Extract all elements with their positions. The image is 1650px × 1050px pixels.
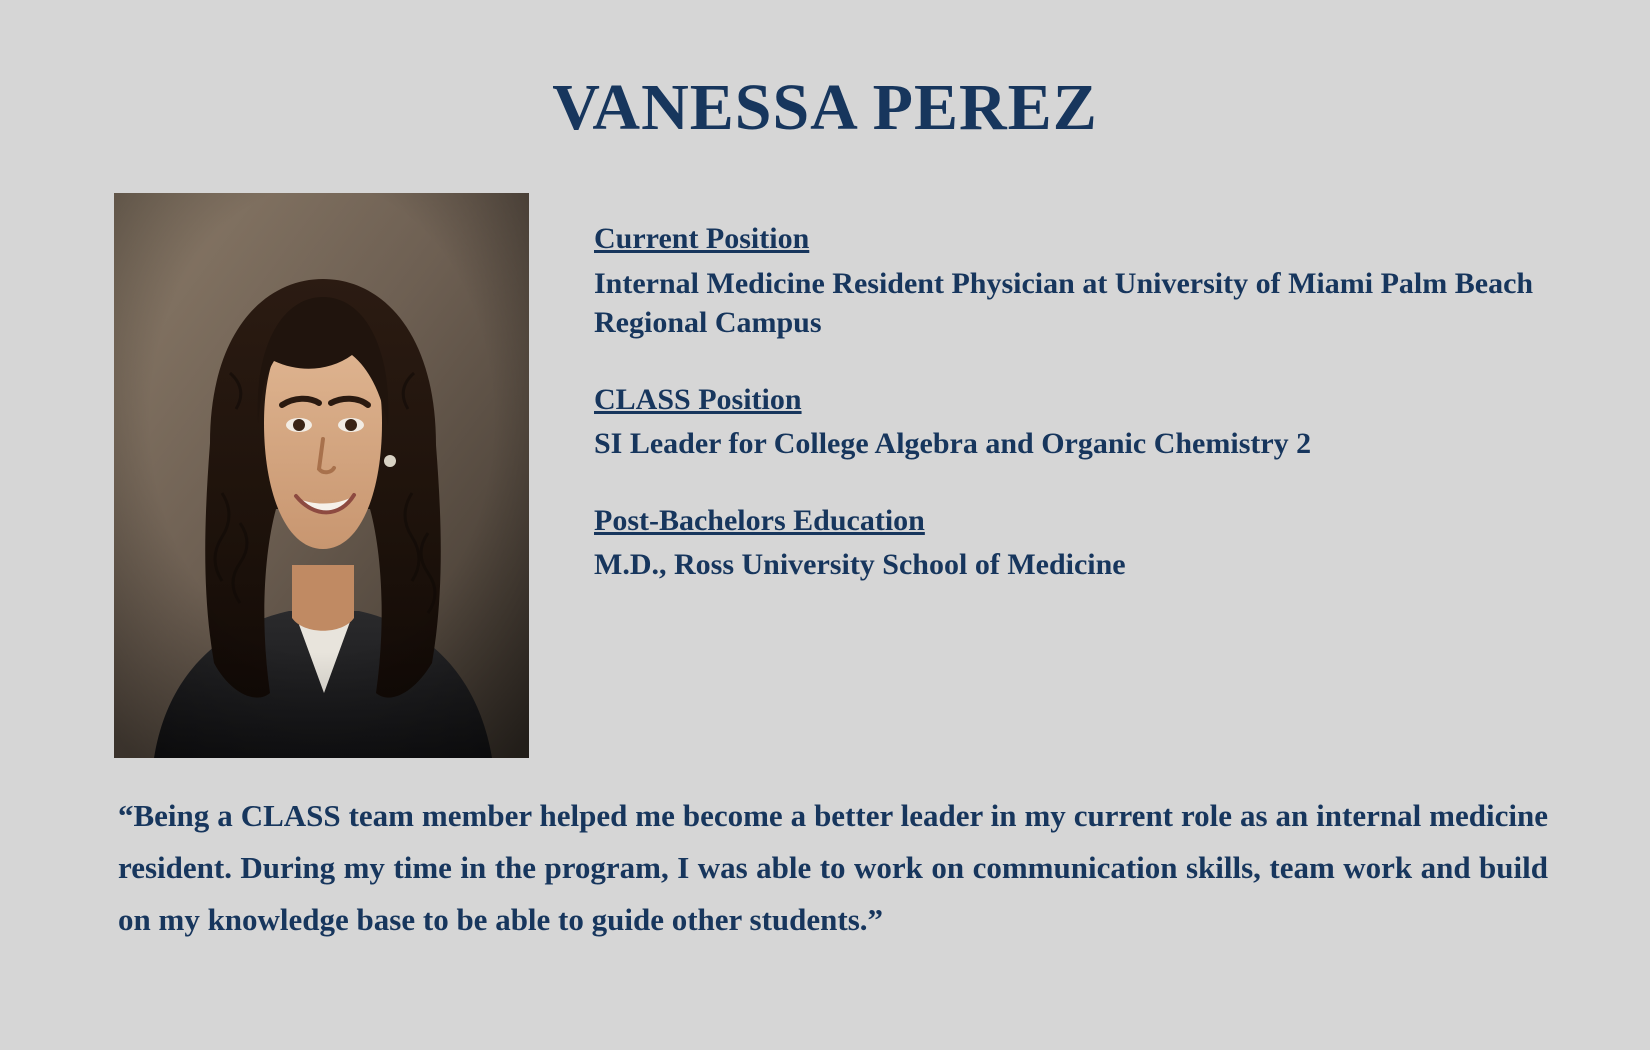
detail-value: Internal Medicine Resident Physician at University of Miami Palm Beach Regional Campus <box>594 266 1534 340</box>
testimonial-quote: “Being a CLASS team member helped me become a better leader in my current role as an internal medicine resident. During my time in the program, I was able to work on communication skills, team work and build on my knowledge base to be able to guide other students.” <box>118 798 1548 938</box>
detail-heading: CLASS Position <box>594 382 802 416</box>
detail-value: SI Leader for College Algebra and Organic Chemistry 2 <box>594 427 1312 461</box>
portrait-illustration <box>114 193 529 758</box>
details-list <box>594 220 1584 585</box>
detail-heading: Current Position <box>594 222 810 255</box>
detail-heading: Post-Bachelors Education <box>594 503 925 537</box>
detail-current-position <box>594 220 1584 343</box>
page-title: VANESSA PEREZ <box>552 71 1098 144</box>
detail-value: M.D., Ross University School of Medicine <box>594 548 1126 582</box>
portrait-photo <box>114 193 529 758</box>
detail-class-position <box>594 381 1584 464</box>
detail-post-bachelors-education <box>594 502 1584 585</box>
